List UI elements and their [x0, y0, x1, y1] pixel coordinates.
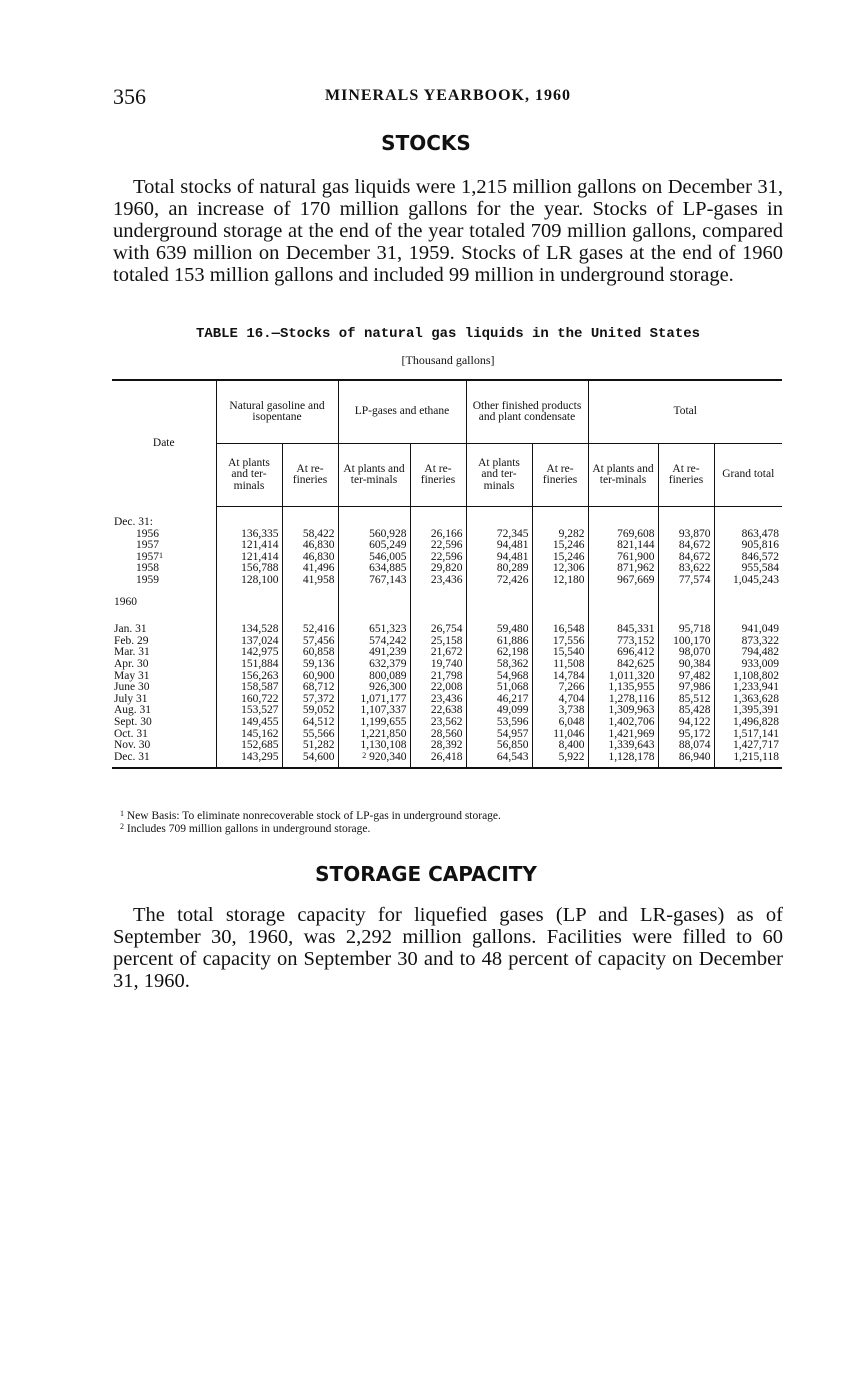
- cell-value: 54,968: [496, 669, 529, 682]
- table-cell: [532, 752, 588, 769]
- cell-value: 1,215,118: [733, 750, 779, 763]
- column-header: At plants and ter-minals: [588, 444, 658, 507]
- row-label-text: Dec. 31: [114, 750, 150, 763]
- cell-value: 920,340: [369, 750, 407, 763]
- column-header: At re-fineries: [410, 444, 466, 507]
- table-title: TABLE 16.—Stocks of natural gas liquids in the United States: [195, 326, 701, 342]
- cell-value: 153,527: [241, 704, 279, 717]
- cell-value: 1,427,717: [733, 739, 779, 752]
- cell-value: 98,070: [678, 646, 711, 659]
- row-label-text: 1958: [136, 562, 159, 575]
- row-label-text: Oct. 31: [114, 727, 148, 740]
- cell-value: 873,322: [741, 634, 779, 647]
- cell-value: 17,556: [552, 634, 585, 647]
- cell-value: 12,180: [552, 574, 585, 587]
- cell-value: 23,562: [430, 715, 463, 728]
- table-cell: [658, 575, 714, 587]
- row-label-text: 1957: [136, 550, 159, 563]
- footnote-text: Includes 709 million gallons in underground storage.: [126, 823, 371, 835]
- cell-value: 55,566: [302, 727, 335, 740]
- cell-value: 12,306: [552, 562, 585, 575]
- row-label-text: May 31: [114, 669, 150, 682]
- cell-value: 134,528: [241, 623, 279, 636]
- stocks-paragraph: Total stocks of natural gas liquids were 1,215 million gallons on December 31, 1960, an increase of 170 million gallons for the year. Stocks of LP-gases in underground storage at the end of the year totaled 709 million gallons, compared with 639 million on December 31, 1959. Stocks of LR gases at the end of 1960 totaled 153 million gallons and included 99 million in underground storage.: [113, 176, 783, 286]
- cell-value: 72,345: [496, 527, 529, 540]
- page-number: 356: [113, 84, 146, 109]
- cell-value: 128,100: [241, 574, 279, 587]
- cell-value: 25,158: [430, 634, 463, 647]
- footnote: [120, 823, 780, 836]
- table-cell: [714, 575, 782, 587]
- cell-value: 80,289: [496, 562, 529, 575]
- cell-value: 94,122: [678, 715, 711, 728]
- cell-value: 1,107,337: [360, 704, 407, 717]
- cell-value: 49,099: [496, 704, 529, 717]
- table-row: [112, 752, 782, 769]
- row-label-text: Aug. 31: [114, 704, 152, 717]
- cell-value: 761,900: [617, 550, 655, 563]
- row-label-text: Nov. 30: [114, 739, 151, 752]
- cell-value: 9,282: [558, 527, 585, 540]
- cell-value: 16,548: [552, 623, 585, 636]
- group-header: Other finished products and plant condensate: [466, 380, 588, 444]
- cell-value: 58,362: [496, 657, 529, 670]
- cell-value: 926,300: [369, 681, 407, 694]
- cell-value: 151,884: [241, 657, 279, 670]
- row-label: [112, 563, 216, 575]
- cell-value: 871,962: [617, 562, 655, 575]
- column-header: At re-fineries: [532, 444, 588, 507]
- table-cell: [216, 752, 282, 769]
- cell-value: 845,331: [617, 623, 655, 636]
- cell-value: 19,740: [430, 657, 463, 670]
- cell-value: 84,672: [678, 539, 711, 552]
- footnotes: [120, 810, 780, 836]
- table-cell: [658, 752, 714, 769]
- cell-value: 28,392: [430, 739, 463, 752]
- cell-value: 56,850: [496, 739, 529, 752]
- column-header: At plants and ter-minals: [216, 444, 282, 507]
- cell-value: 46,830: [302, 539, 335, 552]
- footnote-ref: 2: [362, 750, 367, 760]
- page-header: [113, 84, 783, 108]
- cell-value: 97,986: [678, 681, 711, 694]
- cell-value: 94,481: [496, 550, 529, 563]
- stocks-heading: STOCKS: [381, 131, 471, 155]
- cell-value: 29,820: [430, 562, 463, 575]
- cell-value: 152,685: [241, 739, 279, 752]
- table-cell: [466, 752, 532, 769]
- cell-value: 11,046: [553, 727, 585, 740]
- cell-value: 95,172: [678, 727, 711, 740]
- cell-value: 100,170: [673, 634, 711, 647]
- cell-value: 3,738: [558, 704, 585, 717]
- cell-value: 60,858: [302, 646, 335, 659]
- cell-value: 22,596: [430, 539, 463, 552]
- cell-value: 23,436: [430, 574, 463, 587]
- table-cell: [588, 752, 658, 769]
- cell-value: 51,068: [496, 681, 529, 694]
- section-label: Dec. 31:: [114, 516, 153, 529]
- cell-value: 967,669: [617, 574, 655, 587]
- row-label-text: July 31: [114, 692, 148, 705]
- cell-value: 26,418: [430, 750, 463, 763]
- cell-value: 863,478: [741, 527, 779, 540]
- section-label: 1960: [114, 595, 137, 608]
- cell-value: 1,011,320: [608, 669, 655, 682]
- cell-value: 85,428: [678, 704, 711, 717]
- cell-value: 60,900: [302, 669, 335, 682]
- cell-value: 53,596: [496, 715, 529, 728]
- table-cell: [410, 752, 466, 769]
- cell-value: 634,885: [369, 562, 407, 575]
- row-label-text: Feb. 29: [114, 634, 149, 647]
- cell-value: 142,975: [241, 646, 279, 659]
- cell-value: 491,239: [369, 646, 407, 659]
- footnote-mark: 2: [120, 822, 124, 831]
- table-cell: [532, 575, 588, 587]
- cell-value: 149,455: [241, 715, 279, 728]
- section-row: [112, 597, 782, 609]
- cell-value: 84,672: [678, 550, 711, 563]
- column-header: At plants and ter-minals: [466, 444, 532, 507]
- cell-value: 22,638: [430, 704, 463, 717]
- cell-value: 57,372: [302, 692, 335, 705]
- cell-value: 7,266: [558, 681, 585, 694]
- storage-heading: STORAGE CAPACITY: [315, 862, 537, 886]
- cell-value: 143,295: [241, 750, 279, 763]
- cell-value: 546,005: [369, 550, 407, 563]
- cell-value: 90,384: [678, 657, 711, 670]
- column-header: At re-fineries: [282, 444, 338, 507]
- cell-value: 52,416: [302, 623, 335, 636]
- row-label-text: Mar. 31: [114, 646, 150, 659]
- cell-value: 651,323: [369, 623, 407, 636]
- cell-value: 1,233,941: [733, 681, 779, 694]
- footnote-ref: 1: [159, 550, 163, 560]
- cell-value: 15,246: [552, 539, 585, 552]
- cell-value: 59,136: [302, 657, 335, 670]
- cell-value: 51,282: [302, 739, 335, 752]
- cell-value: 905,816: [741, 539, 779, 552]
- row-label-text: June 30: [114, 681, 150, 694]
- cell-value: 769,608: [617, 527, 655, 540]
- cell-value: 15,540: [552, 646, 585, 659]
- cell-value: 94,481: [496, 539, 529, 552]
- cell-value: 77,574: [678, 574, 711, 587]
- cell-value: 93,870: [678, 527, 711, 540]
- row-label-text: Sept. 30: [114, 715, 152, 728]
- cell-value: 58,422: [302, 527, 335, 540]
- cell-value: 794,482: [741, 646, 779, 659]
- row-label-text: 1959: [136, 574, 159, 587]
- cell-value: 59,052: [302, 704, 335, 717]
- cell-value: 158,587: [241, 681, 279, 694]
- cell-value: 1,071,177: [360, 692, 407, 705]
- cell-value: 88,074: [678, 739, 711, 752]
- cell-value: 26,166: [430, 527, 463, 540]
- footnote-mark: 1: [120, 809, 124, 818]
- table-cell: [338, 752, 410, 769]
- cell-value: 136,335: [241, 527, 279, 540]
- column-header: At plants and ter-minals: [338, 444, 410, 507]
- cell-value: 767,143: [369, 574, 407, 587]
- cell-value: 1,309,963: [608, 704, 655, 717]
- row-label: [112, 540, 216, 552]
- row-label: [112, 575, 216, 587]
- cell-value: 1,278,116: [608, 692, 655, 705]
- cell-value: 11,508: [553, 657, 585, 670]
- group-header: LP-gases and ethane: [338, 380, 466, 444]
- table-cell: [216, 575, 282, 587]
- cell-value: 62,198: [496, 646, 529, 659]
- cell-value: 8,400: [558, 739, 585, 752]
- cell-value: 54,957: [496, 727, 529, 740]
- cell-value: 1,108,802: [733, 669, 779, 682]
- row-label: [112, 529, 216, 541]
- cell-value: 933,009: [741, 657, 779, 670]
- group-header: Total: [588, 380, 782, 444]
- row-label-text: Apr. 30: [114, 657, 149, 670]
- cell-value: 54,600: [302, 750, 335, 763]
- table-cell: [282, 752, 338, 769]
- footnote: [120, 810, 780, 823]
- cell-value: 1,395,391: [733, 704, 779, 717]
- cell-value: 941,049: [741, 623, 779, 636]
- row-label: [112, 552, 216, 564]
- table-cell: [588, 575, 658, 587]
- cell-value: 22,596: [430, 550, 463, 563]
- cell-value: 72,426: [496, 574, 529, 587]
- cell-value: 574,242: [369, 634, 407, 647]
- cell-value: 1,496,828: [733, 715, 779, 728]
- running-title: MINERALS YEARBOOK, 1960: [325, 87, 571, 104]
- storage-paragraph: The total storage capacity for liquefied gases (LP and LR-gases) as of September 30, 1960, was 2,292 million gallons. Facilities were filled to 60 percent of capacity on September 30 and to 48 percent of capacity on December 31, 1960.: [113, 904, 783, 992]
- cell-value: 6,048: [558, 715, 585, 728]
- cell-value: 1,135,955: [608, 681, 655, 694]
- cell-value: 605,249: [369, 539, 407, 552]
- cell-value: 86,940: [678, 750, 711, 763]
- cell-value: 846,572: [741, 550, 779, 563]
- cell-value: 57,456: [302, 634, 335, 647]
- cell-value: 21,798: [430, 669, 463, 682]
- cell-value: 121,414: [241, 539, 279, 552]
- cell-value: 41,496: [302, 562, 335, 575]
- table-cell: [282, 575, 338, 587]
- cell-value: 95,718: [678, 623, 711, 636]
- date-header: Date: [112, 380, 216, 507]
- cell-value: 696,412: [617, 646, 655, 659]
- table-unit: [Thousand gallons]: [401, 353, 495, 367]
- cell-value: 59,480: [496, 623, 529, 636]
- cell-value: 15,246: [552, 550, 585, 563]
- cell-value: 1,130,108: [360, 739, 407, 752]
- cell-value: 4,704: [558, 692, 585, 705]
- cell-value: 5,922: [558, 750, 585, 763]
- cell-value: 23,436: [430, 692, 463, 705]
- cell-value: 21,672: [430, 646, 463, 659]
- cell-value: 46,830: [302, 550, 335, 563]
- cell-value: 1,339,643: [608, 739, 655, 752]
- cell-value: 1,402,706: [608, 715, 655, 728]
- cell-value: 14,784: [552, 669, 585, 682]
- table-cell: [466, 575, 532, 587]
- row-label: [112, 752, 216, 769]
- column-header: At re-fineries: [658, 444, 714, 507]
- cell-value: 46,217: [496, 692, 529, 705]
- cell-value: 842,625: [617, 657, 655, 670]
- table-cell: [714, 752, 782, 769]
- stocks-table: [112, 379, 782, 769]
- cell-value: 632,379: [369, 657, 407, 670]
- row-label-text: Jan. 31: [114, 623, 147, 636]
- column-header: Grand total: [714, 444, 782, 507]
- cell-value: 1,421,969: [608, 727, 655, 740]
- cell-value: 560,928: [369, 527, 407, 540]
- cell-value: 61,886: [496, 634, 529, 647]
- cell-value: 1,128,178: [608, 750, 655, 763]
- cell-value: 821,144: [617, 539, 655, 552]
- row-label-text: 1957: [136, 539, 159, 552]
- cell-value: 22,008: [430, 681, 463, 694]
- cell-value: 160,722: [241, 692, 279, 705]
- table-row: [112, 575, 782, 587]
- footnote-text: New Basis: To eliminate nonrecoverable stock of LP-gas in underground storage.: [126, 810, 501, 822]
- cell-value: 145,162: [241, 727, 279, 740]
- cell-value: 156,788: [241, 562, 279, 575]
- cell-value: 137,024: [241, 634, 279, 647]
- cell-value: 1,363,628: [733, 692, 779, 705]
- cell-value: 85,512: [678, 692, 711, 705]
- cell-value: 1,517,141: [733, 727, 779, 740]
- table-cell: [410, 575, 466, 587]
- cell-value: 28,560: [430, 727, 463, 740]
- cell-value: 1,199,655: [360, 715, 407, 728]
- cell-value: 1,045,243: [733, 574, 779, 587]
- row-label-text: 1956: [136, 527, 159, 540]
- cell-value: 83,622: [678, 562, 711, 575]
- cell-value: 26,754: [430, 623, 463, 636]
- cell-value: 1,221,850: [360, 727, 407, 740]
- cell-value: 800,089: [369, 669, 407, 682]
- cell-value: 68,712: [302, 681, 335, 694]
- cell-value: 121,414: [241, 550, 279, 563]
- cell-value: 773,152: [617, 634, 655, 647]
- cell-value: 41,958: [302, 574, 335, 587]
- table-cell: [338, 575, 410, 587]
- group-header: Natural gasoline and isopentane: [216, 380, 338, 444]
- cell-value: 156,263: [241, 669, 279, 682]
- cell-value: 64,543: [496, 750, 529, 763]
- cell-value: 97,482: [678, 669, 711, 682]
- cell-value: 64,512: [302, 715, 335, 728]
- cell-value: 955,584: [741, 562, 779, 575]
